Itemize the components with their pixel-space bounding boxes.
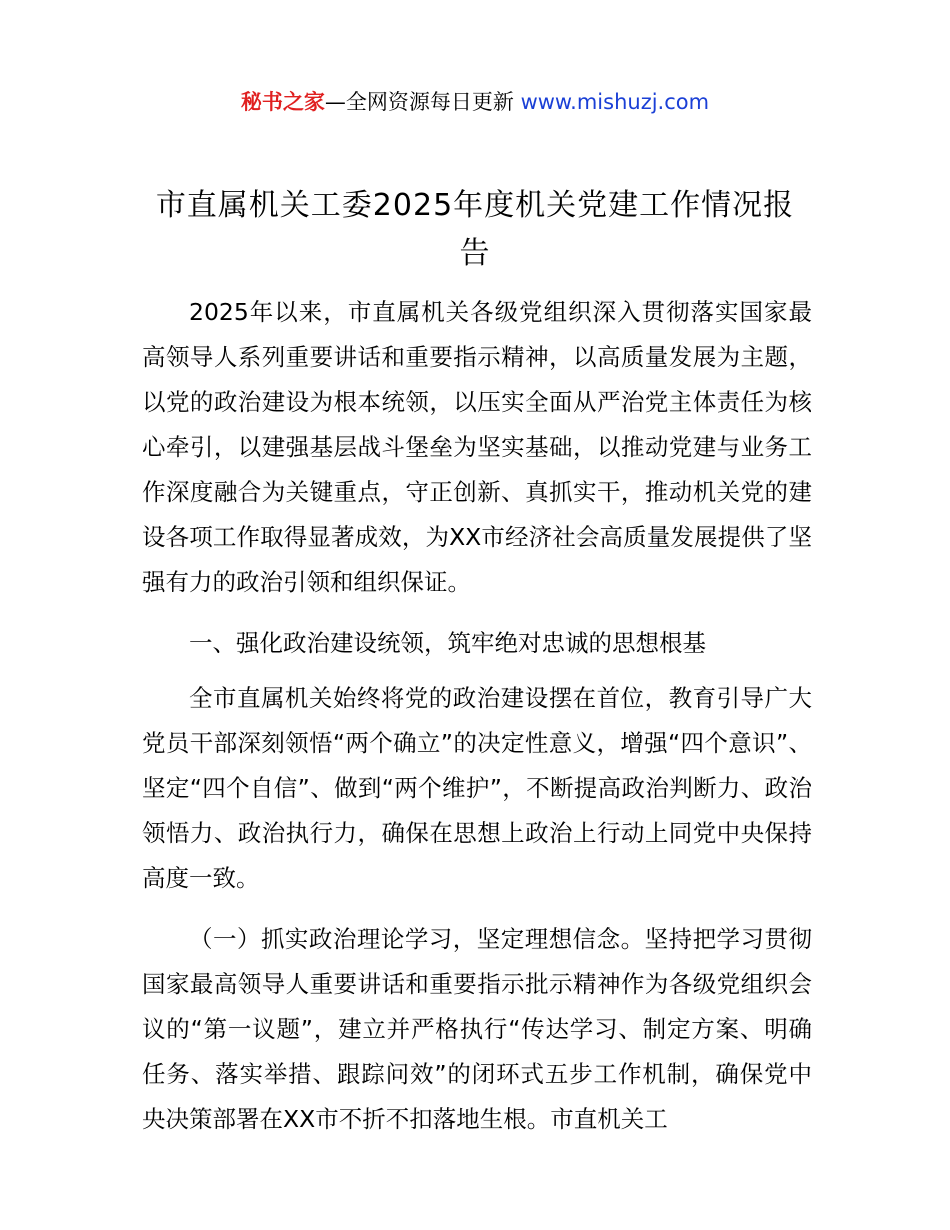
section-1-paragraph: 全市直属机关始终将党的政治建设摆在首位，教育引导广大党员干部深刻领悟“两个确立”的决定性意义，增强“四个意识”、坚定“四个自信”、做到“两个维护”，不断提高政治判断力、政治领悟力、政治执行力，确保在思想上政治上行动上同党中央保持高度一致。	[142, 684, 812, 892]
site-url-link[interactable]: www.mishuzj.com	[520, 90, 710, 114]
intro-paragraph: 2025年以来，市直属机关各级党组织深入贯彻落实国家最高领导人系列重要讲话和重要指示精神，以高质量发展为主题，以党的政治建设为根本统领，以压实全面从严治党主体责任为核心牵引，以建强基层战斗堡垒为坚实基础，以推动党建与业务工作深度融合为关键重点，守正创新、真抓实干，推动机关党的建设各项工作取得显著成效，为XX市经济社会高质量发展提供了坚强有力的政治引领和组织保证。	[142, 298, 812, 596]
subsection-1-paragraph: （一）抓实政治理论学习，坚定理想信念。坚持把学习贯彻国家最高领导人重要讲话和重要指示批示精神作为各级党组织会议的“第一议题”，建立并严格执行“传达学习、制定方案、明确任务、落实举措、跟踪问效”的闭环式五步工作机制，确保党中央决策部署在XX市不折不扣落地生根。市直机关工	[142, 925, 812, 1133]
site-slogan: —全网资源每日更新	[324, 90, 514, 114]
document-body	[142, 290, 812, 1142]
section-heading-1: 一、强化政治建设统领，筑牢绝对忠诚的思想根基	[189, 629, 706, 657]
document-title: 市直属机关工委2025年度机关党建工作情况报告	[155, 188, 795, 271]
site-header	[0, 86, 950, 118]
site-name: 秘书之家	[240, 90, 325, 114]
